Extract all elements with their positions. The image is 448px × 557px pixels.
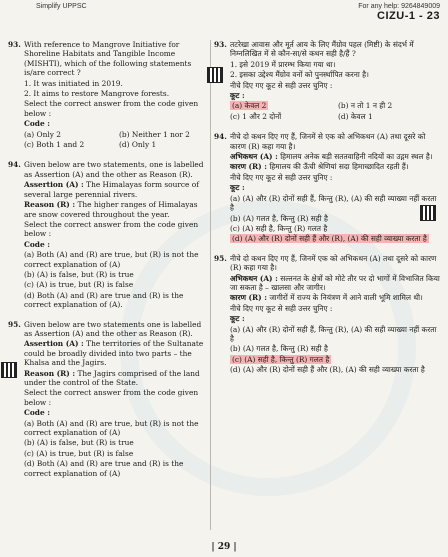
options [24, 250, 208, 309]
column-divider [210, 40, 211, 530]
assertion-label: अभिकथन (A) : [230, 273, 278, 283]
page-number-value: 29 [217, 542, 231, 552]
hindi-column [214, 40, 440, 385]
question-95-hi [214, 254, 440, 375]
question-number: 95. [214, 253, 227, 263]
code-label: Code : [24, 408, 50, 418]
assertion-label: Assertion (A) : [24, 180, 84, 190]
page-number: | 29 | [211, 542, 237, 552]
assertion-text: The Himalayas form source of several large perennial rivers. [24, 180, 199, 199]
assertion [230, 274, 440, 293]
options [24, 419, 208, 478]
option-b: (b) (A) is false, but (R) is true [24, 269, 134, 279]
options [230, 101, 440, 122]
assertion [24, 180, 208, 199]
option-b: (b) (A) गलत है, किन्तु (R) सही है [230, 344, 328, 354]
option-d: (d) (A) और (R) दोनों सही हैं और (R), (A) की सही व्याख्या करता है [230, 365, 425, 375]
reason [24, 200, 208, 219]
code-label: कूट : [230, 91, 245, 101]
option-c: (c) (A) is true, but (R) is false [24, 448, 134, 458]
question-94-hi [214, 132, 440, 243]
option-c: (c) 1 और 2 दोनों [230, 111, 282, 121]
option-d: (d) Both (A) and (R) are true and (R) is the correct explanation of (A) [24, 459, 184, 478]
reason-label: कारण (R) : [230, 293, 267, 303]
instruction: नीचे दिए गए कूट से सही उत्तर चुनिए : [230, 303, 333, 313]
option-a: (a) Both (A) and (R) are true, but (R) is not the correct explanation of (A) [24, 250, 199, 269]
reason [24, 369, 208, 388]
assertion [24, 339, 208, 367]
question-stem: Given below are two statements one is labelled as Assertion (A) and the other as Reason (R). [24, 319, 202, 338]
reason-label: कारण (R) : [230, 162, 267, 172]
question-number: 95. [8, 319, 21, 329]
reason [230, 162, 440, 171]
instruction: Select the correct answer from the code given below : [24, 388, 199, 407]
option-a: (a) Only 2 [24, 129, 61, 139]
statement: 1. इसे 2019 में प्रारम्भ किया गया था। [230, 59, 336, 69]
options [24, 130, 208, 151]
code-label: कूट : [230, 314, 245, 324]
options [230, 325, 440, 375]
reason [230, 293, 440, 302]
option-a [230, 101, 332, 110]
option-d: (d) Both (A) and (R) are true and (R) is the correct explanation of (A). [24, 290, 184, 310]
option-d: (d) केवल 1 [338, 111, 373, 121]
option-a: (a) Both (A) and (R) are true, but (R) is not the correct explanation of (A) [24, 418, 199, 438]
statement: 2. इसका उद्देश्य मैंग्रोव वनों को पुनर्स्थापित करना है। [230, 70, 369, 80]
assertion-label: अभिकथन (A) : [230, 152, 278, 162]
option-c: (c) Both 1 and 2 [24, 140, 85, 150]
statement: 2. It aims to restore Mangrove forests. [24, 89, 170, 99]
assertion-text: The territories of the Sultanate could be broadly divided into two parts – the Khalsa and the Jagirs. [24, 339, 204, 368]
reason-label: Reason (R) : [24, 368, 76, 378]
reason-label: Reason (R) : [24, 200, 76, 210]
option-c: (c) (A) सही है, किन्तु (R) गलत है [230, 223, 328, 233]
question-stem: Given below are two statements, one is labelled as Assertion (A) and the other as Reason (R). [24, 160, 204, 179]
options [230, 194, 440, 244]
question-93-en [8, 40, 208, 150]
question-stem: नीचे दो कथन दिए गए हैं, जिनमें से एक को अभिकथन (A) तथा दूसरे को कारण (R) कहा गया है। [230, 132, 426, 151]
option-c: (c) (A) is true, but (R) is false [24, 280, 134, 290]
question-94-en [8, 160, 208, 309]
question-number: 94. [8, 160, 21, 170]
option-b: (b) न तो 1 न ही 2 [338, 101, 393, 111]
reason-text: हिमालय की ऊँची श्रेणियां सदा हिमाच्छादित रहती हैं। [269, 162, 409, 172]
option-a: (a) (A) और (R) दोनों सही हैं, किन्तु (R), (A) की सही व्याख्या नहीं करता है [230, 193, 437, 213]
booklet-code: CIZU-1 - 23 [377, 10, 440, 22]
option-d: (d) Only 1 [119, 140, 157, 150]
reason-text: The Jagirs comprised of the land under the control of the State. [24, 368, 200, 387]
question-number: 93. [8, 40, 21, 49]
instruction: नीचे दिए गए कूट से सही उत्तर चुनिए : [230, 80, 333, 90]
question-95-en [8, 320, 208, 479]
question-stem: With reference to Mangrove Initiative for Shoreline Habitats and Tangible Income (MISHTI), which of the following statements is/are correct ? [24, 40, 192, 78]
option-b: (b) (A) गलत है, किन्तु (R) सही है [230, 213, 328, 223]
english-column [8, 40, 208, 488]
option-b: (b) Neither 1 nor 2 [119, 129, 190, 139]
question-number: 94. [214, 132, 227, 142]
option-d [230, 234, 440, 243]
option-b: (b) (A) is false, but (R) is true [24, 438, 134, 448]
option-c [230, 355, 440, 364]
assertion-text: सल्तनत के क्षेत्रों को मोटे तौर पर दो भागों में विभाजित किया जा सकता है – खालसा और जागीर। [230, 273, 440, 292]
highlighted-answer: (a) केवल 2 [232, 101, 267, 111]
code-label: Code : [24, 239, 50, 249]
reason-text: The higher ranges of Himalayas are snow covered throughout the year. [24, 200, 198, 219]
option-a: (a) (A) और (R) दोनों सही हैं, किन्तु (R), (A) की सही व्याख्या नहीं करता है [230, 324, 437, 343]
header-helpline: For any help: 9264849009 [358, 3, 440, 10]
statement: 1. It was initiated in 2019. [24, 78, 123, 88]
question-number: 93. [214, 40, 227, 49]
assertion [230, 152, 440, 161]
instruction: Select the correct answer from the code given below : [24, 219, 199, 239]
code-label: Code : [24, 119, 50, 129]
instruction: Select the correct answer from the code given below : [24, 99, 199, 118]
code-label: कूट : [230, 183, 245, 193]
highlighted-answer: (d) (A) और (R) दोनों सही हैं और (R), (A) की सही व्याख्या करता है [232, 234, 427, 244]
assertion-label: Assertion (A) : [24, 339, 84, 349]
assertion-text: हिमालय अनेक बड़ी सततवाहिनी नदियों का उद्गम स्थल है। [280, 152, 433, 162]
header-brand: Simplify UPPSC [36, 3, 87, 10]
question-stem: नीचे दो कथन दिए गए हैं, जिनमें एक को अभिकथन (A) तथा दूसरे को कारण (R) कहा गया है। [230, 253, 437, 273]
instruction: नीचे दिए गए कूट से सही उत्तर चुनिए : [230, 172, 333, 182]
highlighted-answer: (c) (A) सही है, किन्तु (R) गलत है [232, 354, 330, 364]
question-93-hi [214, 40, 440, 122]
question-stem: तटरेखा आवास और मूर्त आय के लिए मैंग्रोव पहल (मिष्टी) के संदर्भ में निम्नलिखित में से कौन-सा/से कथन सही है/हैं ? [230, 40, 414, 59]
reason-text: जागीरों में राज्य के नियंत्रण में आने वाली भूमि शामिल थी। [269, 293, 423, 303]
